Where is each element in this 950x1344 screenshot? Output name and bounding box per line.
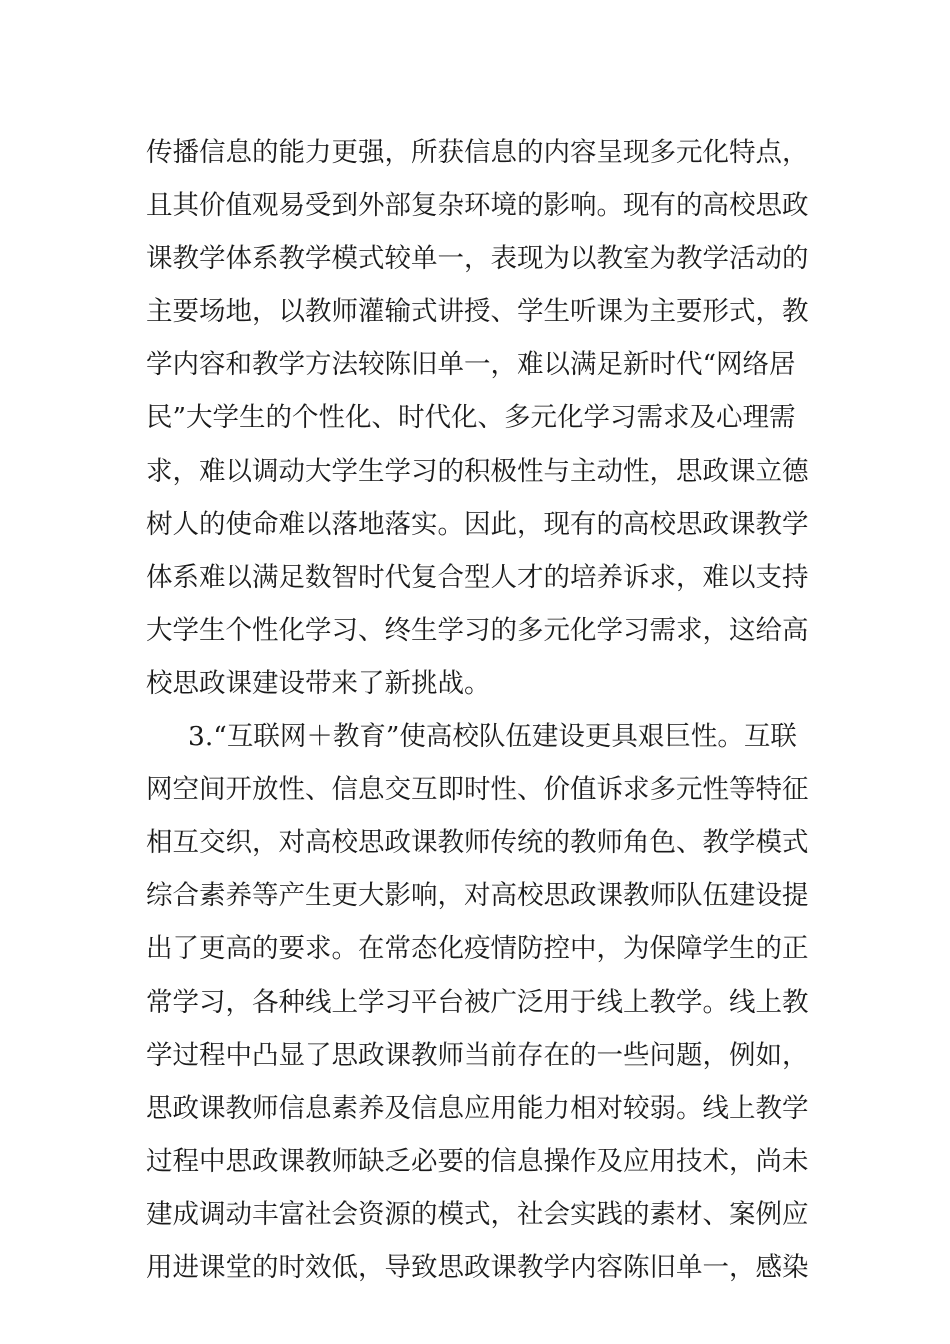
body-text (146, 126, 826, 1294)
text-line: 课教学体系教学模式较单一，表现为以教室为教学活动的 (146, 243, 809, 275)
text-line: 大学生个性化学习、终生学习的多元化学习需求，这给高 (146, 614, 809, 646)
text-line: 用进课堂的时效低，导致思政课教学内容陈旧单一，感染 (146, 1251, 809, 1283)
text-line: 网空间开放性、信息交互即时性、价值诉求多元性等特征 (146, 774, 809, 806)
text-line: 校思政课建设带来了新挑战。 (146, 667, 491, 699)
text-line: 树人的使命难以落地落实。因此，现有的高校思政课教学 (146, 508, 809, 540)
text-line: 传播信息的能力更强，所获信息的内容呈现多元化特点， (146, 137, 809, 168)
text-line: 主要场地，以教师灌输式讲授、学生听课为主要形式，教 (146, 296, 809, 328)
text-line: 综合素养等产生更大影响，对高校思政课教师队伍建设提 (146, 880, 809, 912)
text-line: 体系难以满足数智时代复合型人才的培养诉求，难以支持 (146, 561, 809, 593)
section-heading-line: 3.“互联网＋教育”使高校队伍建设更具艰巨性。互联 (188, 721, 797, 753)
text-line: 建成调动丰富社会资源的模式，社会实践的素材、案例应 (146, 1198, 809, 1230)
text-line: 思政课教师信息素养及信息应用能力相对较弱。线上教学 (146, 1092, 809, 1124)
text-line: 学过程中凸显了思政课教师当前存在的一些问题，例如， (146, 1039, 809, 1071)
text-line: 且其价值观易受到外部复杂环境的影响。现有的高校思政 (146, 190, 809, 222)
text-line: 出了更高的要求。在常态化疫情防控中，为保障学生的正 (146, 933, 809, 965)
text-line: 学内容和教学方法较陈旧单一，难以满足新时代“网络居 (146, 349, 796, 381)
text-line: 相互交织，对高校思政课教师传统的教师角色、教学模式 (146, 827, 809, 859)
text-line: 过程中思政课教师缺乏必要的信息操作及应用技术，尚未 (146, 1145, 809, 1177)
text-line: 求，难以调动大学生学习的积极性与主动性，思政课立德 (146, 455, 809, 487)
text-line: 常学习，各种线上学习平台被广泛用于线上教学。线上教 (146, 986, 809, 1018)
text-line: 民”大学生的个性化、时代化、多元化学习需求及心理需 (146, 402, 796, 434)
